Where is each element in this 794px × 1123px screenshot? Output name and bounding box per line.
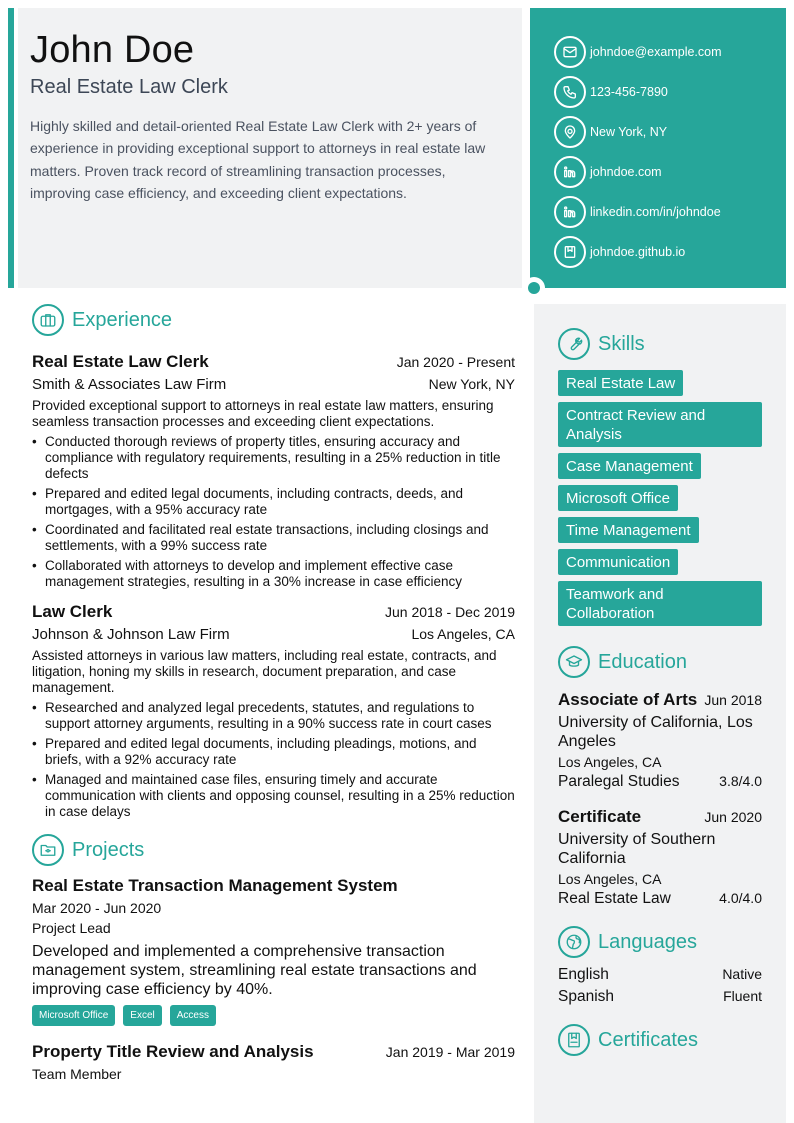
skill-tag: Real Estate Law (558, 370, 683, 396)
main-column (32, 304, 515, 1082)
candidate-role: Real Estate Law Clerk (30, 75, 228, 98)
language-level: Fluent (723, 988, 762, 1004)
experience-item (32, 602, 515, 820)
project-description: Developed and implemented a comprehensive transaction management system, streamlining real estate transactions and improving case efficiency by 40%. (32, 943, 477, 998)
sidebar-column (534, 304, 786, 1123)
job-bullet: • Prepared and edited legal documents, including pleadings, motions, and briefs, with a 92% accuracy rate (32, 736, 515, 768)
job-summary: Provided exceptional support to attorneys in real estate law matters, ensuring seamless transaction processes and exceeding client expectations. (32, 398, 494, 429)
job-bullet: • Prepared and edited legal documents, including contracts, deeds, and mortgages, with a 95% accuracy rate (32, 486, 515, 518)
job-location: Los Angeles, CA (411, 626, 515, 642)
certificates-section-header (558, 1024, 762, 1056)
certificate-icon (558, 1024, 590, 1056)
contact-email[interactable] (554, 32, 786, 72)
job-summary: Assisted attorneys in various law matters, including real estate, contracts, and litigation, honing my skills in research, document preparation, and case management. (32, 648, 497, 695)
linkedin-icon (554, 156, 586, 188)
folder-icon (32, 834, 64, 866)
projects-section-header (32, 834, 515, 866)
edu-degree: Certificate (558, 807, 642, 826)
job-location: New York, NY (428, 376, 515, 392)
job-dates: Jan 2020 - Present (396, 354, 515, 370)
job-bullets (32, 700, 515, 820)
edu-gpa: 4.0/4.0 (719, 890, 762, 906)
wrench-icon (558, 328, 590, 360)
contact-linkedin[interactable] (554, 192, 786, 232)
briefcase-icon (32, 304, 64, 336)
certificates-title: Certificates (598, 1028, 699, 1051)
job-bullet: • Coordinated and facilitated real estate transactions, including closings and settlements, with a 99% success rate (32, 522, 515, 554)
projects-title: Projects (72, 838, 145, 861)
job-bullet: • Managed and maintained case files, ensuring timely and accurate communication with clients and opposing counsel, resulting in a 25% reduction in case delays (32, 772, 515, 820)
project-tags (32, 1005, 515, 1026)
languages-section-header (558, 926, 762, 958)
contact-website-text: johndoe.com (590, 165, 662, 179)
language-name: English (558, 966, 609, 983)
job-dates: Jun 2018 - Dec 2019 (385, 604, 515, 620)
project-role: Team Member (32, 1066, 122, 1082)
project-item (32, 876, 515, 1026)
graduation-cap-icon (558, 646, 590, 678)
job-bullet: • Conducted thorough reviews of property titles, ensuring accuracy and compliance with regulatory requirements, resulting in a 25% reduction in title defects (32, 434, 515, 482)
edu-date: Jun 2020 (704, 809, 762, 825)
project-item (32, 1042, 515, 1082)
experience-section-header (32, 304, 515, 336)
edu-date: Jun 2018 (704, 692, 762, 708)
contact-location (554, 112, 786, 152)
job-company: Smith & Associates Law Firm (32, 376, 227, 393)
header-accent-bar (8, 8, 14, 288)
contact-github-text: johndoe.github.io (590, 245, 686, 259)
job-title: Real Estate Law Clerk (32, 352, 209, 371)
job-title: Law Clerk (32, 602, 113, 621)
profile-summary: Highly skilled and detail-oriented Real Estate Law Clerk with 2+ years of experience in providing exceptional support to attorneys in real estate law matters. Proven track record of streamlining transaction processes, improving case efficiency, and exceeding client expectations. (30, 117, 486, 202)
skill-tag: Time Management (558, 517, 699, 543)
job-company: Johnson & Johnson Law Firm (32, 626, 230, 643)
project-dates: Mar 2020 - Jun 2020 (32, 900, 162, 916)
edu-field: Paralegal Studies (558, 773, 680, 790)
header-summary-panel (18, 8, 522, 288)
project-title: Real Estate Transaction Management System (32, 876, 398, 895)
portfolio-icon (554, 236, 586, 268)
language-name: Spanish (558, 988, 615, 1005)
language-item (558, 966, 762, 984)
contact-phone-text: 123-456-7890 (590, 85, 668, 99)
education-item (558, 690, 762, 791)
skill-tag: Teamwork and Collaboration (558, 581, 762, 626)
languages-list (558, 966, 762, 1006)
edu-school: University of California, Los Angeles (558, 714, 753, 750)
job-bullet: • Researched and analyzed legal precedents, statutes, and regulations to support attorney arguments, resulting in a 90% success rate in court cases (32, 700, 515, 732)
experience-item (32, 352, 515, 590)
edu-location: Los Angeles, CA (558, 754, 662, 770)
skills-title: Skills (598, 332, 645, 355)
skills-section-header (558, 328, 762, 360)
education-item (558, 807, 762, 908)
project-tag: Access (170, 1005, 216, 1026)
project-tag: Excel (123, 1005, 161, 1026)
language-level: Native (722, 966, 762, 982)
education-title: Education (598, 650, 687, 673)
project-tag: Microsoft Office (32, 1005, 115, 1026)
language-item (558, 988, 762, 1006)
linkedin-icon (554, 196, 586, 228)
skill-tag: Contract Review and Analysis (558, 402, 762, 447)
edu-degree: Associate of Arts (558, 690, 698, 709)
experience-title: Experience (72, 308, 173, 331)
skill-tag: Communication (558, 549, 678, 575)
header-dot-decoration (523, 277, 545, 299)
candidate-name: John Doe (30, 29, 195, 71)
edu-field: Real Estate Law (558, 890, 671, 907)
edu-school: University of Southern California (558, 831, 716, 867)
phone-icon (554, 76, 586, 108)
contact-email-text: johndoe@example.com (590, 45, 722, 59)
edu-location: Los Angeles, CA (558, 871, 662, 887)
contact-location-text: New York, NY (590, 125, 668, 139)
contact-github[interactable] (554, 232, 786, 272)
skills-list (558, 370, 762, 632)
contact-linkedin-text: linkedin.com/in/johndoe (590, 205, 721, 219)
project-dates: Jan 2019 - Mar 2019 (385, 1044, 515, 1060)
edu-gpa: 3.8/4.0 (719, 773, 762, 789)
contact-panel (530, 8, 786, 288)
email-icon (554, 36, 586, 68)
contact-website[interactable] (554, 152, 786, 192)
education-section-header (558, 646, 762, 678)
languages-title: Languages (598, 930, 697, 953)
map-pin-icon (554, 116, 586, 148)
job-bullet: • Collaborated with attorneys to develop and implement effective case management strategies, resulting in a 30% increase in case efficiency (32, 558, 515, 590)
globe-icon (558, 926, 590, 958)
project-role: Project Lead (32, 920, 111, 936)
skill-tag: Microsoft Office (558, 485, 678, 511)
job-bullets (32, 434, 515, 590)
contact-phone[interactable] (554, 72, 786, 112)
project-title: Property Title Review and Analysis (32, 1042, 314, 1061)
skill-tag: Case Management (558, 453, 701, 479)
